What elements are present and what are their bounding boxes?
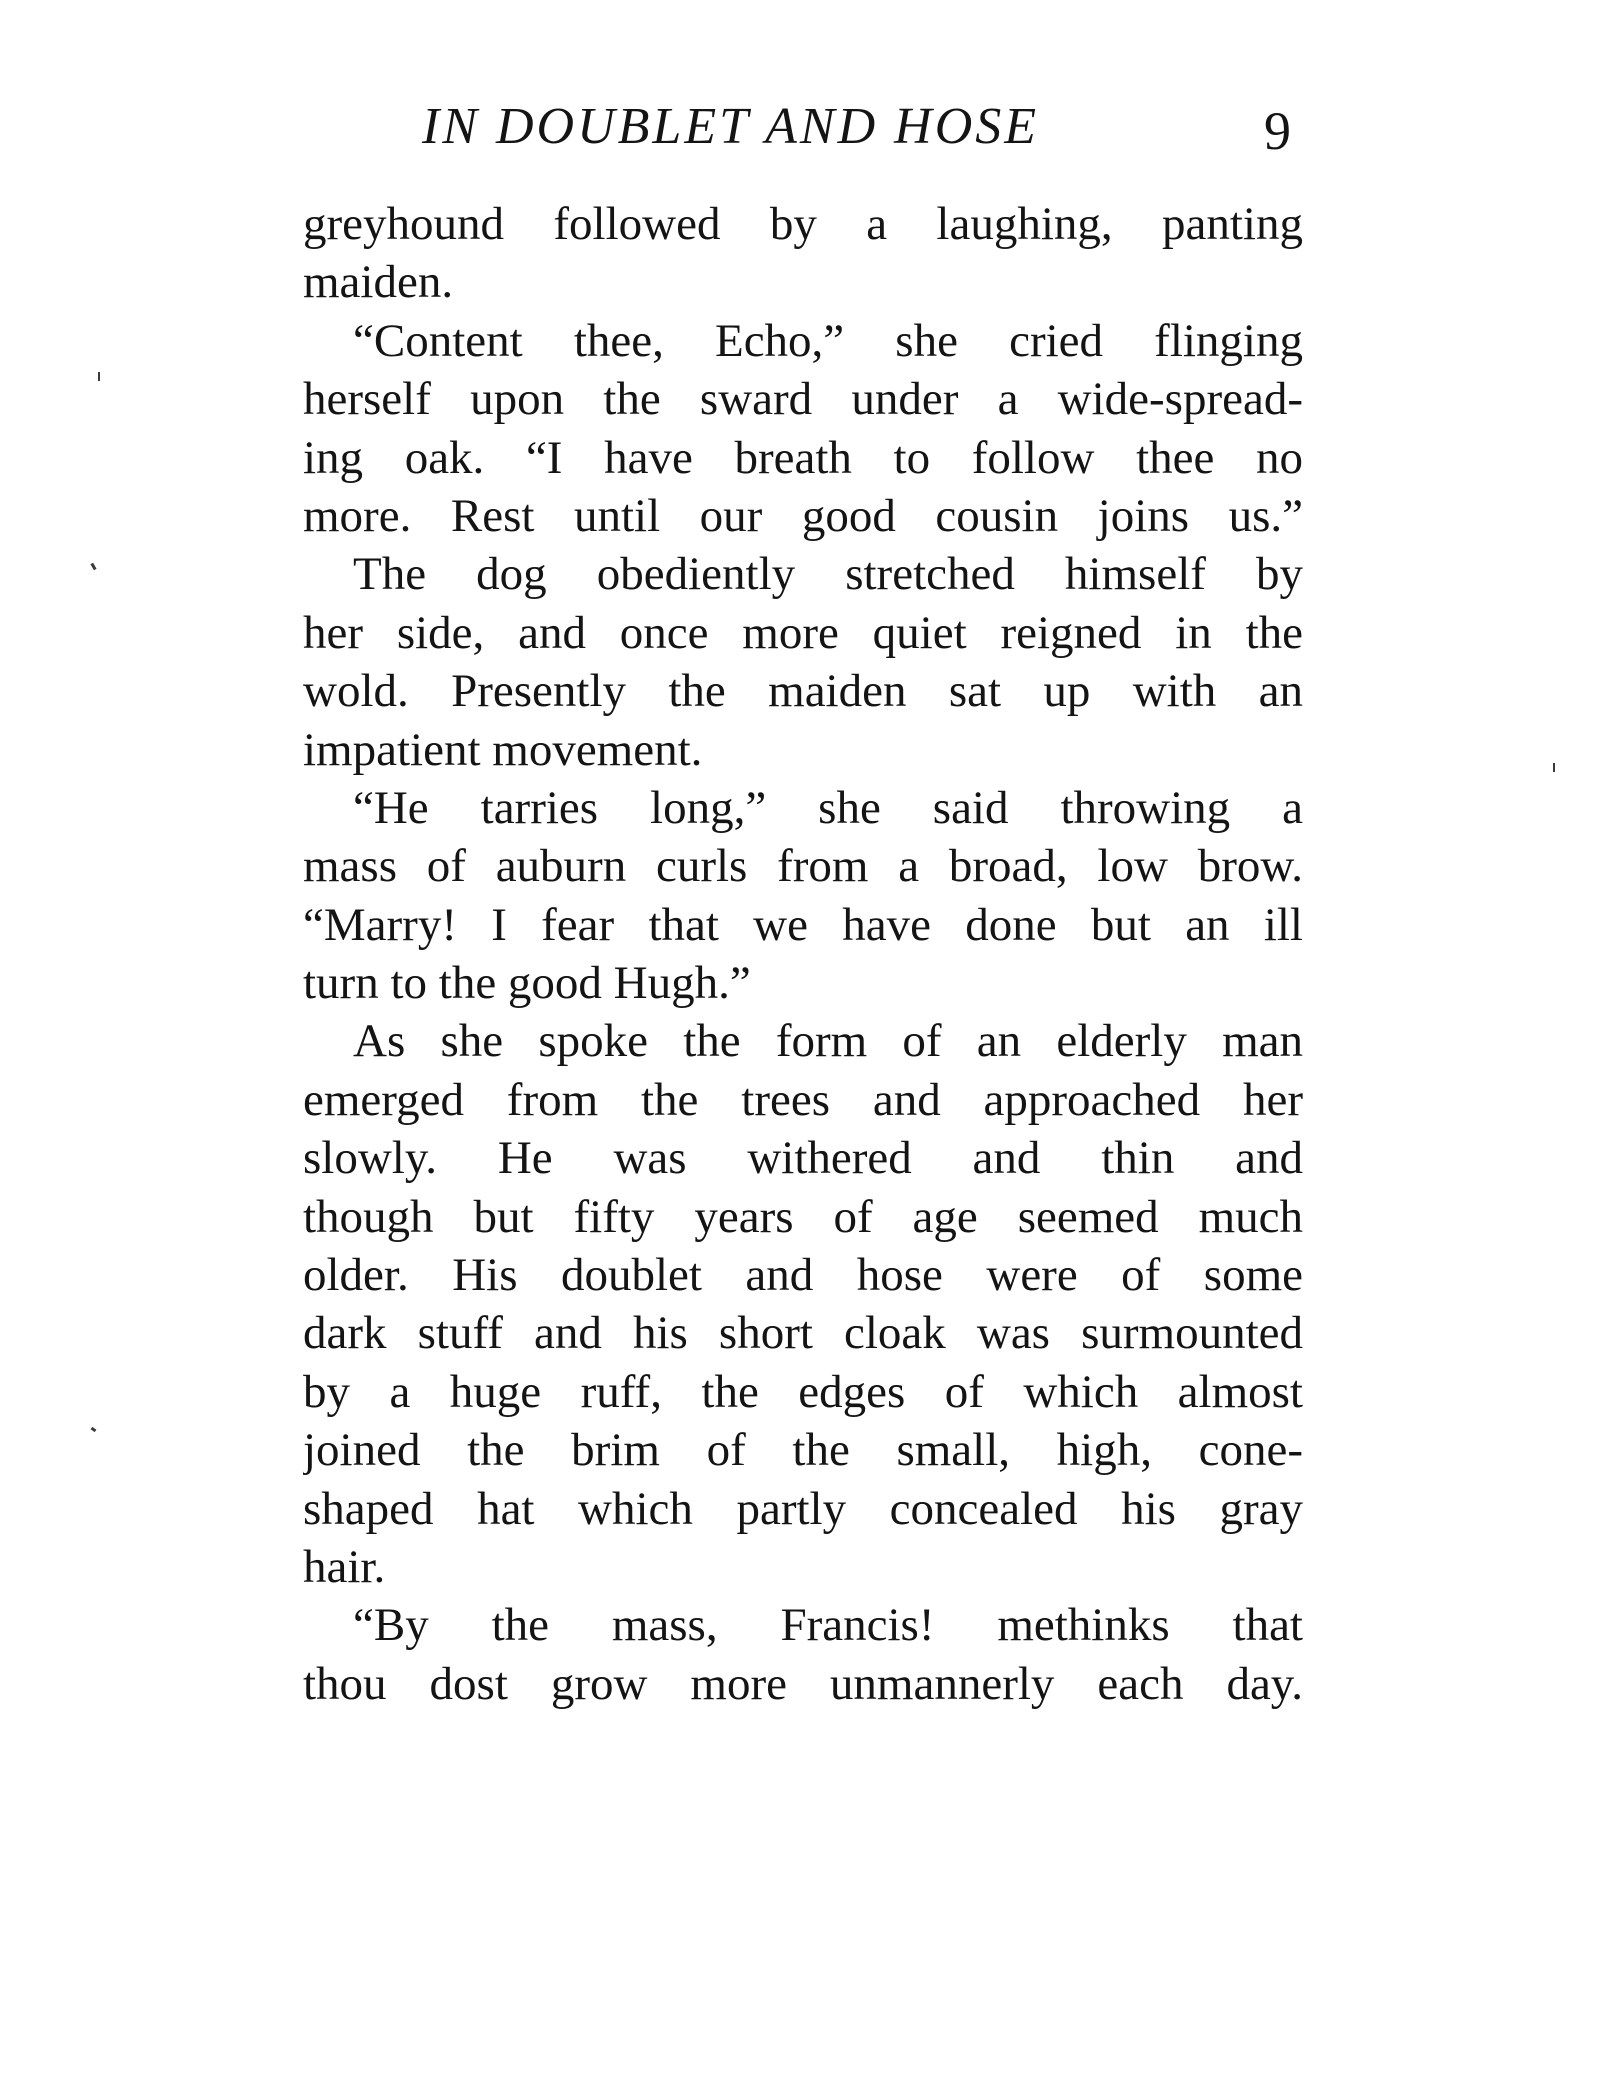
text-line: impatient movement. [303, 723, 703, 776]
text-line: “By the mass, Francis! methinks that [353, 1599, 1303, 1652]
text-line: maiden. [303, 256, 454, 309]
text-line: herself upon the sward under a wide-spread- [303, 373, 1303, 426]
text-line: slowly. He was withered and thin and [303, 1132, 1303, 1185]
text-line: turn to the good Hugh.” [303, 957, 751, 1010]
page-number: 9 [1264, 101, 1291, 161]
text-line: by a huge ruff, the edges of which almost [303, 1365, 1303, 1418]
body-text [303, 195, 1303, 1713]
text-line: “Content thee, Echo,” she cried flinging [353, 314, 1303, 367]
text-line: more. Rest until our good cousin joins us.” [303, 489, 1303, 542]
text-line: shaped hat which partly concealed his gray [303, 1482, 1303, 1535]
margin-speck [98, 372, 100, 381]
text-line: “Marry! I fear that we have done but an ill [303, 898, 1303, 951]
margin-speck [91, 1427, 97, 1432]
text-line: greyhound followed by a laughing, panting [303, 198, 1303, 250]
text-line: joined the brim of the small, high, cone- [303, 1424, 1303, 1477]
margin-speck [90, 563, 96, 571]
text-line: older. His doublet and hose were of some [303, 1249, 1303, 1302]
text-line: wold. Presently the maiden sat up with an [303, 665, 1303, 718]
text-line: hair. [303, 1540, 386, 1593]
text-line: As she spoke the form of an elderly man [353, 1015, 1303, 1068]
text-line: though but fifty years of age seemed much [303, 1190, 1303, 1243]
text-line: The dog obediently stretched himself by [353, 548, 1303, 601]
running-head [300, 92, 1300, 162]
text-line: mass of auburn curls from a broad, low brow. [303, 840, 1303, 893]
text-line: emerged from the trees and approached her [303, 1073, 1303, 1126]
text-line: her side, and once more quiet reigned in the [303, 606, 1303, 659]
text-line: dark stuff and his short cloak was surmounted [303, 1307, 1303, 1360]
text-line: “He tarries long,” she said throwing a [353, 781, 1303, 834]
running-title: IN DOUBLET AND HOSE [422, 98, 1040, 155]
text-line: thou dost grow more unmannerly each day. [303, 1657, 1303, 1710]
text-line: ing oak. “I have breath to follow thee no [303, 431, 1303, 484]
margin-speck [1553, 763, 1555, 772]
